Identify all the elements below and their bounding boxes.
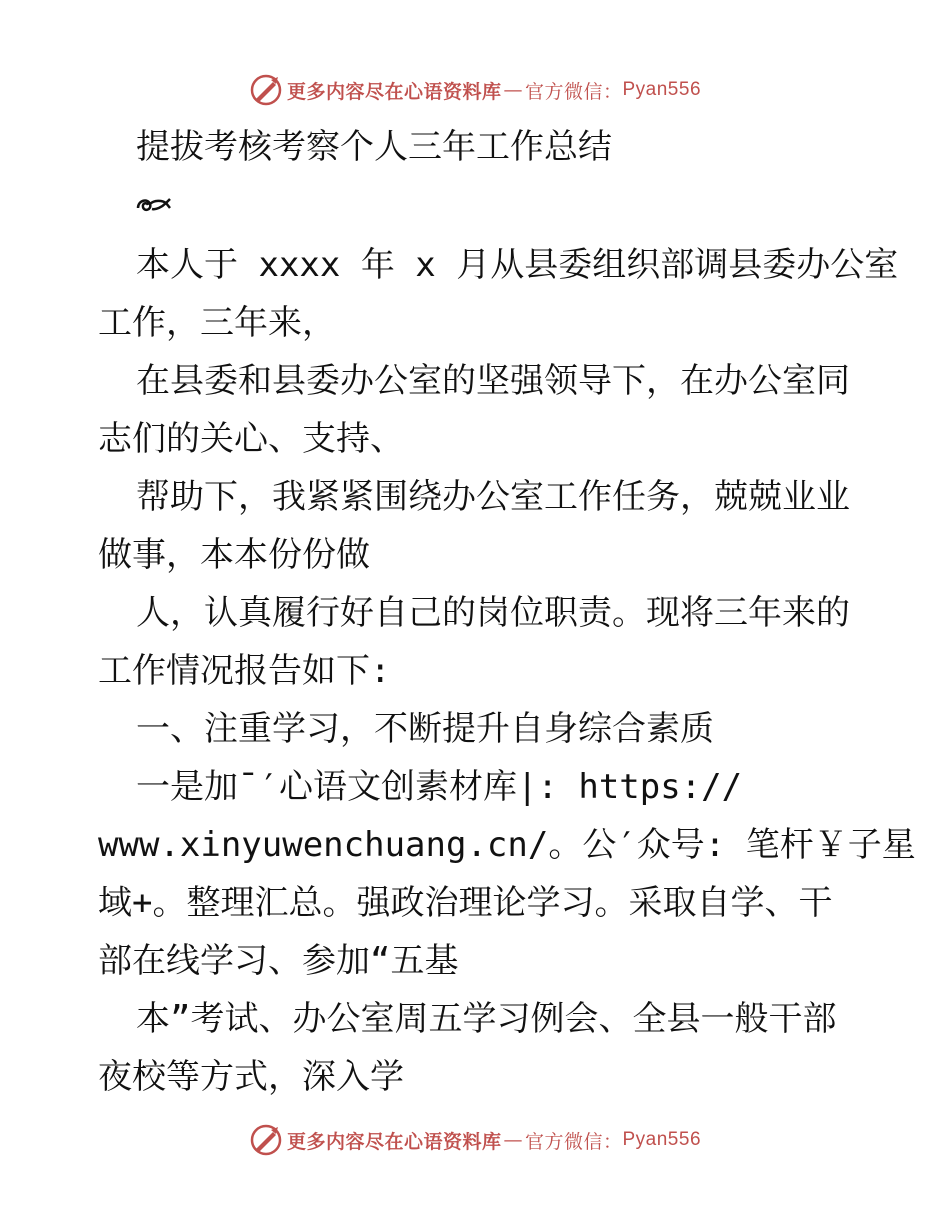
body-line: 志们的关心、支持、: [98, 419, 404, 459]
banner-main-text: 更多内容尽在心语资料库: [286, 80, 502, 103]
body-line: 工作情况报告如下:: [98, 651, 391, 691]
document-title: 提拔考核考察个人三年工作总结: [136, 127, 612, 167]
banner-account: Pyan556: [622, 1129, 702, 1150]
body-line: 本人于 xxxx 年 x 月从县委组织部调县委办公室: [136, 245, 899, 285]
body-line: 做事，本本份份做: [98, 535, 370, 575]
header-banner: [0, 70, 950, 110]
banner-main-text: 更多内容尽在心语资料库: [286, 1130, 502, 1153]
body-line: 本”考试、办公室周五学习例会、全县一般干部: [136, 999, 837, 1039]
banner-account: Pyan556: [622, 79, 702, 100]
body-line: 域+。整理汇总。强政治理论学习。采取自学、干: [98, 883, 833, 923]
footer-banner: [0, 1120, 950, 1160]
body-line: 工作，三年来，: [98, 303, 336, 343]
banner-dash: —: [503, 1129, 523, 1151]
body-line: 帮助下，我紧紧围绕办公室工作任务，兢兢业业: [136, 477, 850, 517]
pen-circle-logo-icon: [249, 73, 283, 107]
body-line: 夜校等方式，深入学: [98, 1057, 404, 1097]
body-line: 一是加¯′心语文创素材库|: https://: [136, 767, 743, 807]
body-line: 在县委和县委办公室的坚强领导下，在办公室同: [136, 361, 850, 401]
body-line: 部在线学习、参加“五基: [98, 941, 459, 981]
banner-sub-text: 官方微信：: [524, 1130, 623, 1153]
banner-dash: —: [503, 79, 523, 101]
pen-circle-logo-icon: [249, 1123, 283, 1157]
banner-sub-text: 官方微信：: [524, 80, 623, 103]
swirl-ornament-icon: [134, 190, 174, 220]
document-body: [98, 236, 916, 1106]
body-line: www.xinyuwenchuang.cn/。公′众号: 笔杆￥子星: [98, 825, 916, 865]
body-line: 人，认真履行好自己的岗位职责。现将三年来的: [136, 593, 850, 633]
section-heading: 一、注重学习，不断提升自身综合素质: [136, 709, 714, 749]
